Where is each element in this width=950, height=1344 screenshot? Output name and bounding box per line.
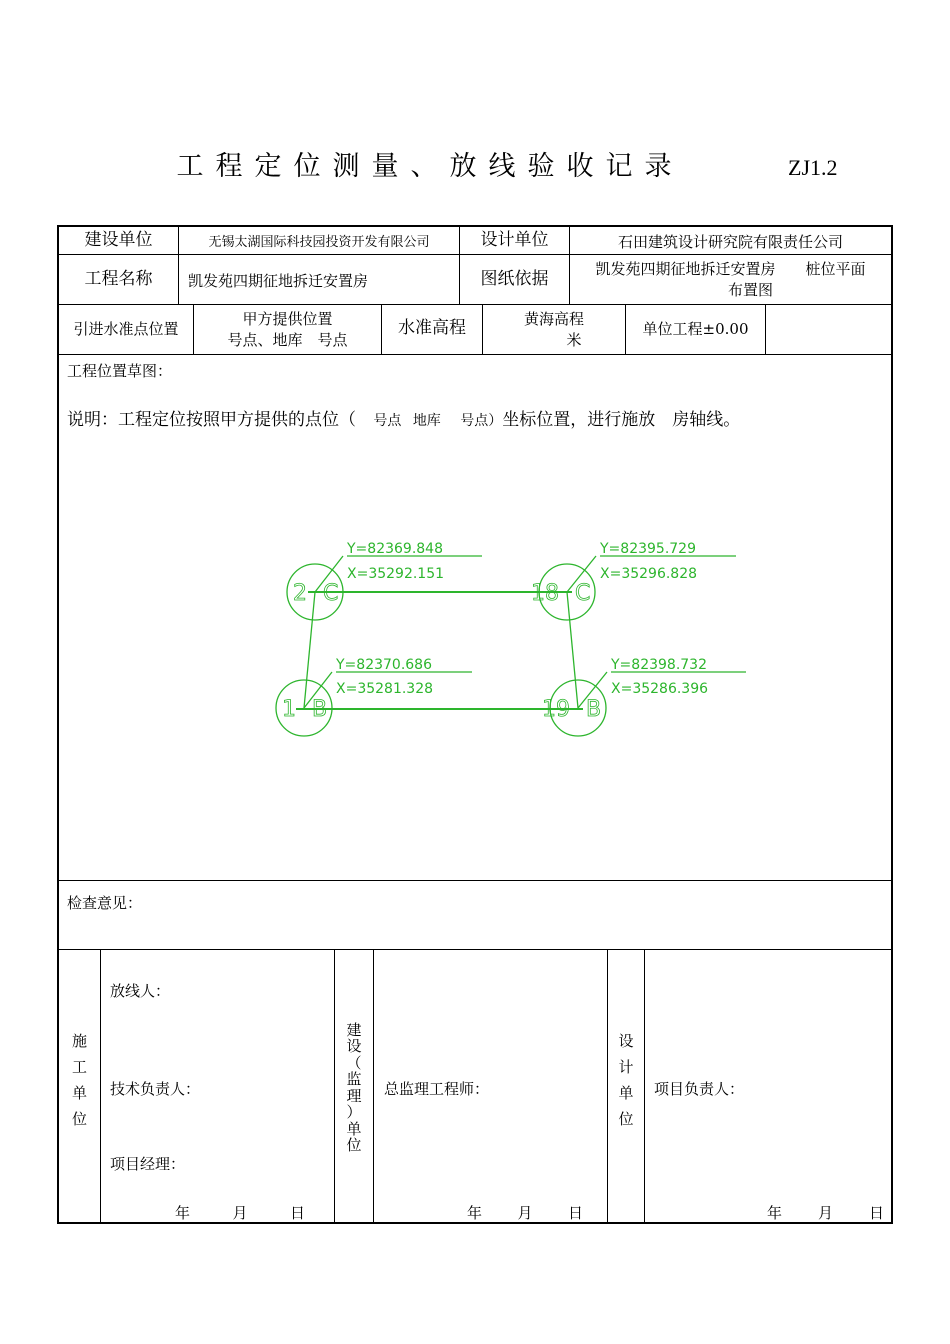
benchmark-line-1: 甲方提供位置	[242, 310, 333, 329]
supervision-unit-char: 监	[346, 1070, 362, 1088]
pile-axis-label: C	[323, 581, 339, 606]
design-unit-char: 位	[618, 1110, 634, 1129]
date-day: 日	[868, 1204, 884, 1222]
point-x-coordinate: X=35286.396	[611, 681, 709, 697]
supervision-unit-char: 单	[346, 1119, 362, 1138]
date-design	[767, 1202, 884, 1223]
sketch-note-suffix: 坐标位置，进行施放 房轴线。	[502, 410, 741, 430]
design-unit-char: 单	[618, 1084, 634, 1102]
page-title: 工程定位测量、放线验收记录	[176, 151, 684, 182]
design-unit-value: 石田建筑设计研究院有限责任公司	[617, 232, 843, 251]
design-unit-sign-label	[608, 1025, 644, 1135]
build-unit-value: 无锡太湖国际科技园投资开发有限公司	[208, 235, 430, 251]
drawing-basis-line-1: 凯发苑四期征地拆迁安置房 桩位平面	[595, 260, 866, 279]
axis-line-left	[304, 592, 315, 708]
project-lead-label: 项目负责人：	[654, 1080, 745, 1098]
supervision-unit-char: 理	[346, 1086, 362, 1105]
pile-point-label: 2	[293, 581, 307, 606]
design-unit-char: 设	[618, 1031, 634, 1050]
date-month: 月	[517, 1204, 533, 1222]
level-label: 水准高程	[398, 318, 466, 339]
supervision-unit-label	[335, 1015, 373, 1160]
axis-line-right	[567, 592, 578, 708]
sketch-note-point2: 号点）	[460, 413, 503, 429]
benchmark-label: 引进水准点位置	[73, 320, 179, 339]
pile-point-label: 18	[531, 581, 559, 606]
supervision-unit-char: 位	[346, 1136, 362, 1154]
supervision-unit-char: ）	[346, 1103, 362, 1121]
date-year: 年	[175, 1204, 191, 1222]
build-unit-label: 建设单位	[84, 229, 153, 250]
sketch-note-prefix: 说明：工程定位按照甲方提供的点位（	[67, 410, 356, 430]
pile-axis-label: B	[586, 697, 602, 722]
sketch-label: 工程位置草图：	[67, 362, 173, 380]
supervision-unit-char: （	[346, 1053, 362, 1072]
level-line-1: 黄海高程	[523, 310, 584, 329]
point-x-coordinate: X=35296.828	[600, 566, 698, 582]
pile-point-label: 1	[282, 697, 296, 722]
date-construction	[175, 1202, 305, 1223]
date-year: 年	[467, 1204, 483, 1222]
pile-axis-label: C	[575, 581, 591, 606]
date-month: 月	[232, 1204, 248, 1222]
point-y-coordinate: Y=82398.732	[611, 657, 707, 673]
drawing-basis-line-2: 布置图	[727, 280, 773, 299]
date-supervision	[467, 1202, 583, 1223]
date-year: 年	[767, 1204, 783, 1222]
pm-label: 项目经理：	[110, 1155, 186, 1173]
drawing-basis-label: 图纸依据	[480, 269, 549, 290]
benchmark-line-2: 号点、地库 号点	[227, 330, 348, 349]
sketch-note-point1: 号点	[373, 413, 402, 429]
point-y-coordinate: Y=82395.729	[600, 541, 696, 557]
point-y-coordinate: Y=82370.686	[336, 657, 432, 673]
date-day: 日	[567, 1204, 583, 1222]
project-name-value: 凯发苑四期征地拆迁安置房	[188, 272, 369, 291]
point-x-coordinate: X=35292.151	[347, 566, 445, 582]
point-x-coordinate: X=35281.328	[336, 681, 434, 697]
supervision-unit-char: 设	[346, 1037, 362, 1055]
inspection-label: 检查意见：	[67, 894, 143, 912]
sketch-note-garage: 地库	[412, 413, 441, 429]
design-unit-label: 设计单位	[480, 229, 549, 250]
form-code: ZJ1.2	[788, 155, 838, 180]
chief-supervisor-label: 总监理工程师：	[384, 1080, 490, 1098]
date-month: 月	[817, 1204, 833, 1222]
construction-unit-char: 施	[71, 1031, 87, 1050]
tech-lead-label: 技术负责人：	[110, 1080, 201, 1098]
construction-unit-char: 位	[71, 1110, 87, 1129]
design-unit-char: 计	[618, 1057, 634, 1076]
construction-unit-label	[59, 1025, 100, 1135]
unit-project-label: 单位工程±0.00	[642, 320, 749, 339]
date-day: 日	[289, 1204, 305, 1222]
construction-unit-char: 单	[71, 1084, 87, 1102]
construction-unit-char: 工	[71, 1057, 87, 1076]
point-y-coordinate: Y=82369.848	[347, 541, 443, 557]
project-name-label: 工程名称	[84, 269, 153, 290]
pile-axis-label: B	[312, 697, 328, 722]
supervision-unit-char: 建	[346, 1020, 362, 1039]
setter-label: 放线人：	[110, 982, 171, 1000]
level-line-2: 米	[566, 330, 582, 349]
pile-point-label: 19	[542, 697, 570, 722]
